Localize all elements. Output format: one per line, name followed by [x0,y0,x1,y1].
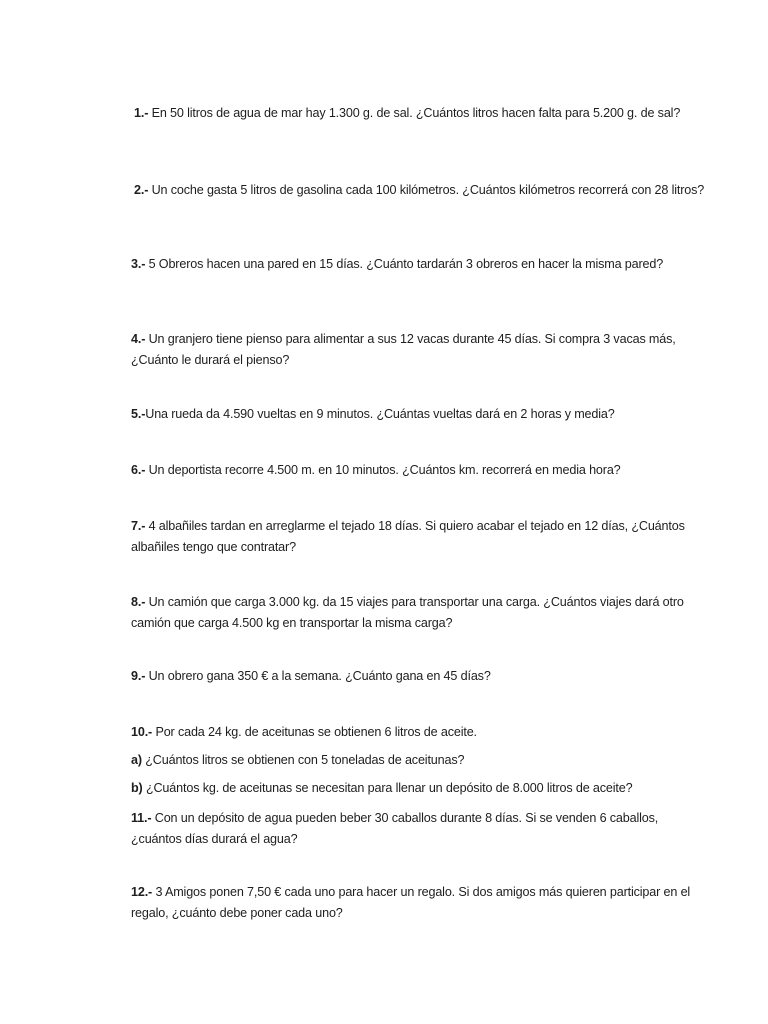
problem-number: 8.- [131,595,146,609]
problem-number: 11.- [131,811,152,825]
problem-text: Un camión que carga 3.000 kg. da 15 viajes para transportar una carga. ¿Cuántos viajes dará otro camión que carga 4.500 kg en transportar la misma carga? [131,595,684,630]
problem-number: 7.- [131,519,146,533]
problem-7 [131,516,711,558]
problem-text: Un granjero tiene pienso para alimentar a sus 12 vacas durante 45 días. Si compra 3 vacas más, ¿Cuánto le durará el pienso? [131,332,676,367]
problem-text: 4 albañiles tardan en arreglarme el tejado 18 días. Si quiero acabar el tejado en 12 días, ¿Cuántos albañiles tengo que contratar? [131,519,685,554]
problem-4 [131,329,711,371]
problem-number: 10.- [131,725,153,739]
problem-number: a) [131,753,142,767]
problem-text: ¿Cuántos kg. de aceitunas se necesitan para llenar un depósito de 8.000 litros de aceite? [142,781,633,795]
problem-2 [131,180,711,201]
problem-8 [131,592,711,634]
problem-1 [131,103,711,124]
problem-number: 12.- [131,885,153,899]
problem-text: Con un depósito de agua pueden beber 30 caballos durante 8 días. Si se venden 6 caballos, ¿cuántos días durará el agua? [131,811,659,846]
problem-text: En 50 litros de agua de mar hay 1.300 g. de sal. ¿Cuántos litros hacen falta para 5.200 g. de sal? [148,106,681,120]
problem-text: Una rueda da 4.590 vueltas en 9 minutos. ¿Cuántas vueltas dará en 2 horas y media? [145,407,615,421]
problem-text: 5 Obreros hacen una pared en 15 días. ¿Cuánto tardarán 3 obreros en hacer la misma pared? [145,257,664,271]
problem-3 [131,254,711,275]
problem-number: 9.- [131,669,146,683]
problem-10 [131,722,711,743]
problem-12 [131,882,711,924]
problem-number: 6.- [131,463,146,477]
problem-number: 5.- [131,407,146,421]
problem-9 [131,666,711,687]
problem-number: 3.- [131,257,146,271]
problem-number: 2.- [134,183,149,197]
problem-10a [131,750,711,771]
problem-text: Un obrero gana 350 € a la semana. ¿Cuánto gana en 45 días? [145,669,491,683]
problem-text: Un deportista recorre 4.500 m. en 10 minutos. ¿Cuántos km. recorrerá en media hora? [145,463,621,477]
problem-6 [131,460,711,481]
problem-text: Por cada 24 kg. de aceitunas se obtienen 6 litros de aceite. [152,725,477,739]
problem-text: ¿Cuántos litros se obtienen con 5 toneladas de aceitunas? [141,753,465,767]
problem-number: 1.- [134,106,149,120]
problem-number: b) [131,781,143,795]
problem-text: 3 Amigos ponen 7,50 € cada uno para hacer un regalo. Si dos amigos más quieren participar en el regalo, ¿cuánto debe poner cada uno? [131,885,691,920]
problem-text: Un coche gasta 5 litros de gasolina cada 100 kilómetros. ¿Cuántos kilómetros recorrerá con 28 litros? [148,183,705,197]
problem-5 [131,404,711,425]
problem-11 [131,808,711,850]
problem-10b [131,778,711,799]
problem-number: 4.- [131,332,146,346]
